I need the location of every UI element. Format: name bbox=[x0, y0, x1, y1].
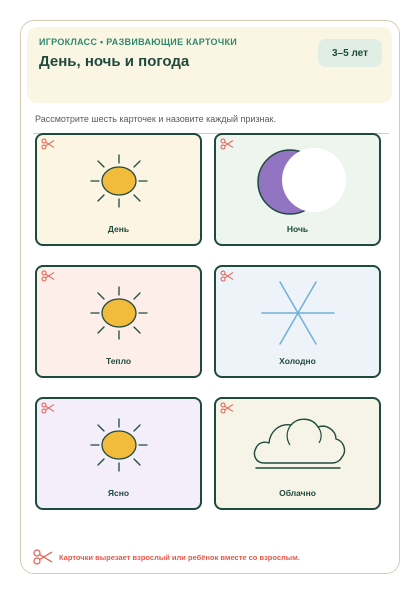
page-title: День, ночь и погода bbox=[39, 53, 190, 70]
age-badge: 3–5 лет bbox=[318, 39, 382, 67]
card-label: Ясно bbox=[107, 488, 130, 498]
card-night bbox=[214, 133, 381, 246]
card-label: День bbox=[107, 224, 130, 234]
card-warm bbox=[35, 265, 202, 378]
card-cold bbox=[214, 265, 381, 378]
header-panel bbox=[27, 27, 392, 103]
card-clear bbox=[35, 397, 202, 510]
brand-line: ИГРОКЛАСС • РАЗВИВАЮЩИЕ КАРТОЧКИ bbox=[39, 37, 238, 47]
card-label: Ночь bbox=[286, 224, 309, 234]
footer-note bbox=[33, 549, 300, 565]
instruction-text: Рассмотрите шесть карточек и назовите каждый признак. bbox=[35, 114, 276, 124]
card-day bbox=[35, 133, 202, 246]
card-label: Облачно bbox=[279, 488, 316, 498]
card-label: Тепло bbox=[105, 356, 132, 366]
footer-text: Карточки вырезает взрослый или ребёнок вместе со взрослым. bbox=[59, 552, 300, 562]
card-label: Холодно bbox=[279, 356, 316, 366]
card-cloudy bbox=[214, 397, 381, 510]
worksheet-sheet bbox=[20, 20, 400, 574]
scissors-icon bbox=[33, 549, 53, 565]
